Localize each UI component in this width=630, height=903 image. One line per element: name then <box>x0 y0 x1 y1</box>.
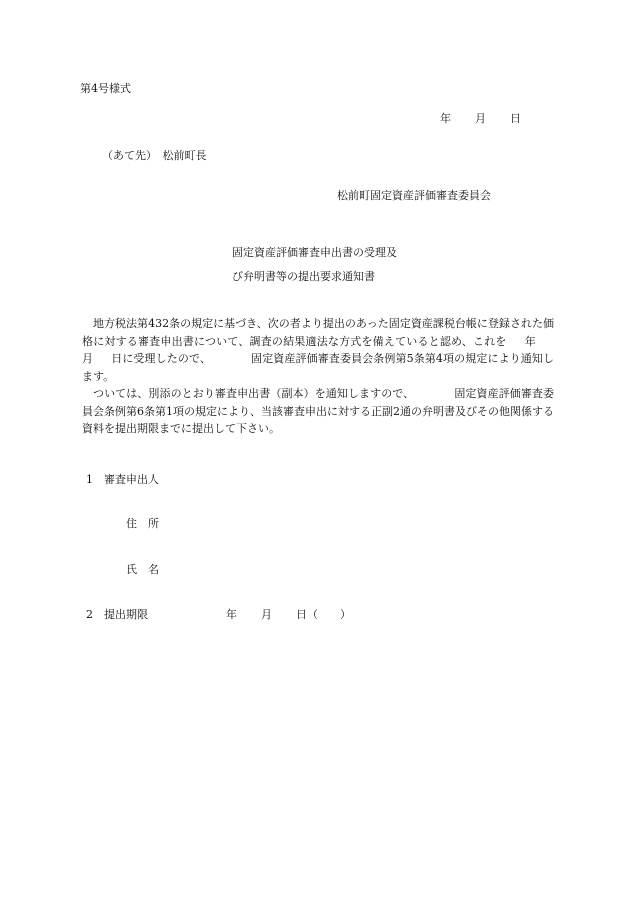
p1-month: 月 <box>82 352 94 365</box>
p1-part-b: 日に受理したので、 <box>111 352 211 365</box>
body-paragraph-1 <box>82 315 554 385</box>
p1-part-a: 地方税法第432条の規定に基づき、次の者より提出のあった固定資産課税台帳に登録された価格に対する審査申出書について、調査の結果適法な方式を備えていると認め、これを <box>82 317 554 348</box>
deadline-day: 日（ ） <box>296 608 351 621</box>
date-line <box>440 113 521 124</box>
document-title <box>232 241 397 289</box>
date-day: 日 <box>510 112 521 125</box>
p2-part-b: 固定資産評価審査委員会条例第6条第1項の規定により、当該審査申出に対する正副2通の弁明書及びその他関係する資料を提出期限までに提出して下さい。 <box>82 387 554 435</box>
deadline-month: 月 <box>261 608 272 621</box>
body-paragraph-2 <box>82 385 554 438</box>
addressee: （あて先） 松前町長 <box>102 149 207 162</box>
title-line-1: 固定資産評価審査申出書の受理及 <box>232 246 397 259</box>
date-year: 年 <box>440 112 451 125</box>
date-month: 月 <box>475 112 486 125</box>
form-number: 第4号様式 <box>80 82 131 95</box>
address-label: 住 所 <box>126 517 159 530</box>
item-1-label: 1 審査申出人 <box>86 473 159 486</box>
title-line-2: び弁明書等の提出要求通知書 <box>232 270 375 283</box>
issuer-committee: 松前町固定資産評価審査委員会 <box>337 189 491 202</box>
item-2-label: 2 提出期限 <box>86 608 148 621</box>
deadline-year: 年 <box>226 608 237 621</box>
body-text <box>82 315 554 438</box>
deadline-date <box>226 609 351 620</box>
p2-part-a: ついては、別添のとおり審査申出書（副本）を通知しますので、 <box>93 387 415 400</box>
p1-year: 年 <box>524 334 537 348</box>
p1-part-c: 固定資産評価審査委員会条例第5条第4項の規定により通知します。 <box>82 352 555 383</box>
name-label: 氏 名 <box>126 563 159 576</box>
